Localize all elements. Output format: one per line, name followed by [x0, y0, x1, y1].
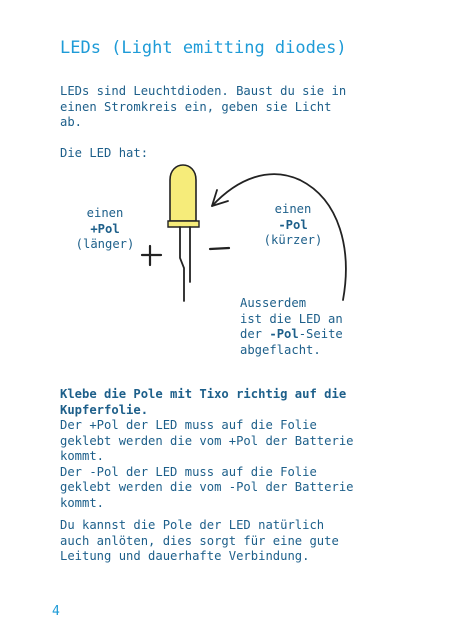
page-number: 4: [52, 604, 60, 619]
led-has-label: Die LED hat:: [60, 146, 149, 160]
led-base: [168, 221, 199, 227]
minus-sign: [210, 248, 229, 249]
led-long-leg: [180, 227, 184, 301]
minus-pole-label: einen -Pol (kürzer): [263, 202, 323, 247]
instruction-paragraph: Klebe die Pole mit Tixo richtig auf die Kupferfolie. Der +Pol der LED muss auf die Folie geklebt werden die vom +Pol der Batterie kommt. Der -Pol der LED muss auf die Folie geklebt werden die vom -Pol der Batterie kommt.: [60, 387, 354, 510]
intro-line: LEDs sind Leuchtdioden. Baust du sie in: [60, 84, 347, 98]
plus-sign: [142, 246, 161, 265]
led-body: [170, 165, 196, 221]
solder-paragraph: Du kannst die Pole der LED natürlich auch anlöten, dies sorgt für eine gute Leitung und dauerhafte Verbindung.: [60, 518, 339, 563]
page-title: LEDs (Light emitting diodes): [60, 38, 347, 58]
intro-line: ab.: [60, 115, 83, 129]
flattened-note: Ausserdem ist die LED an der -Pol-Seite abgeflacht.: [240, 296, 343, 357]
intro-line: einen Stromkreis ein, geben sie Licht: [60, 99, 332, 114]
plus-pole-label: einen +Pol (länger): [75, 206, 135, 251]
